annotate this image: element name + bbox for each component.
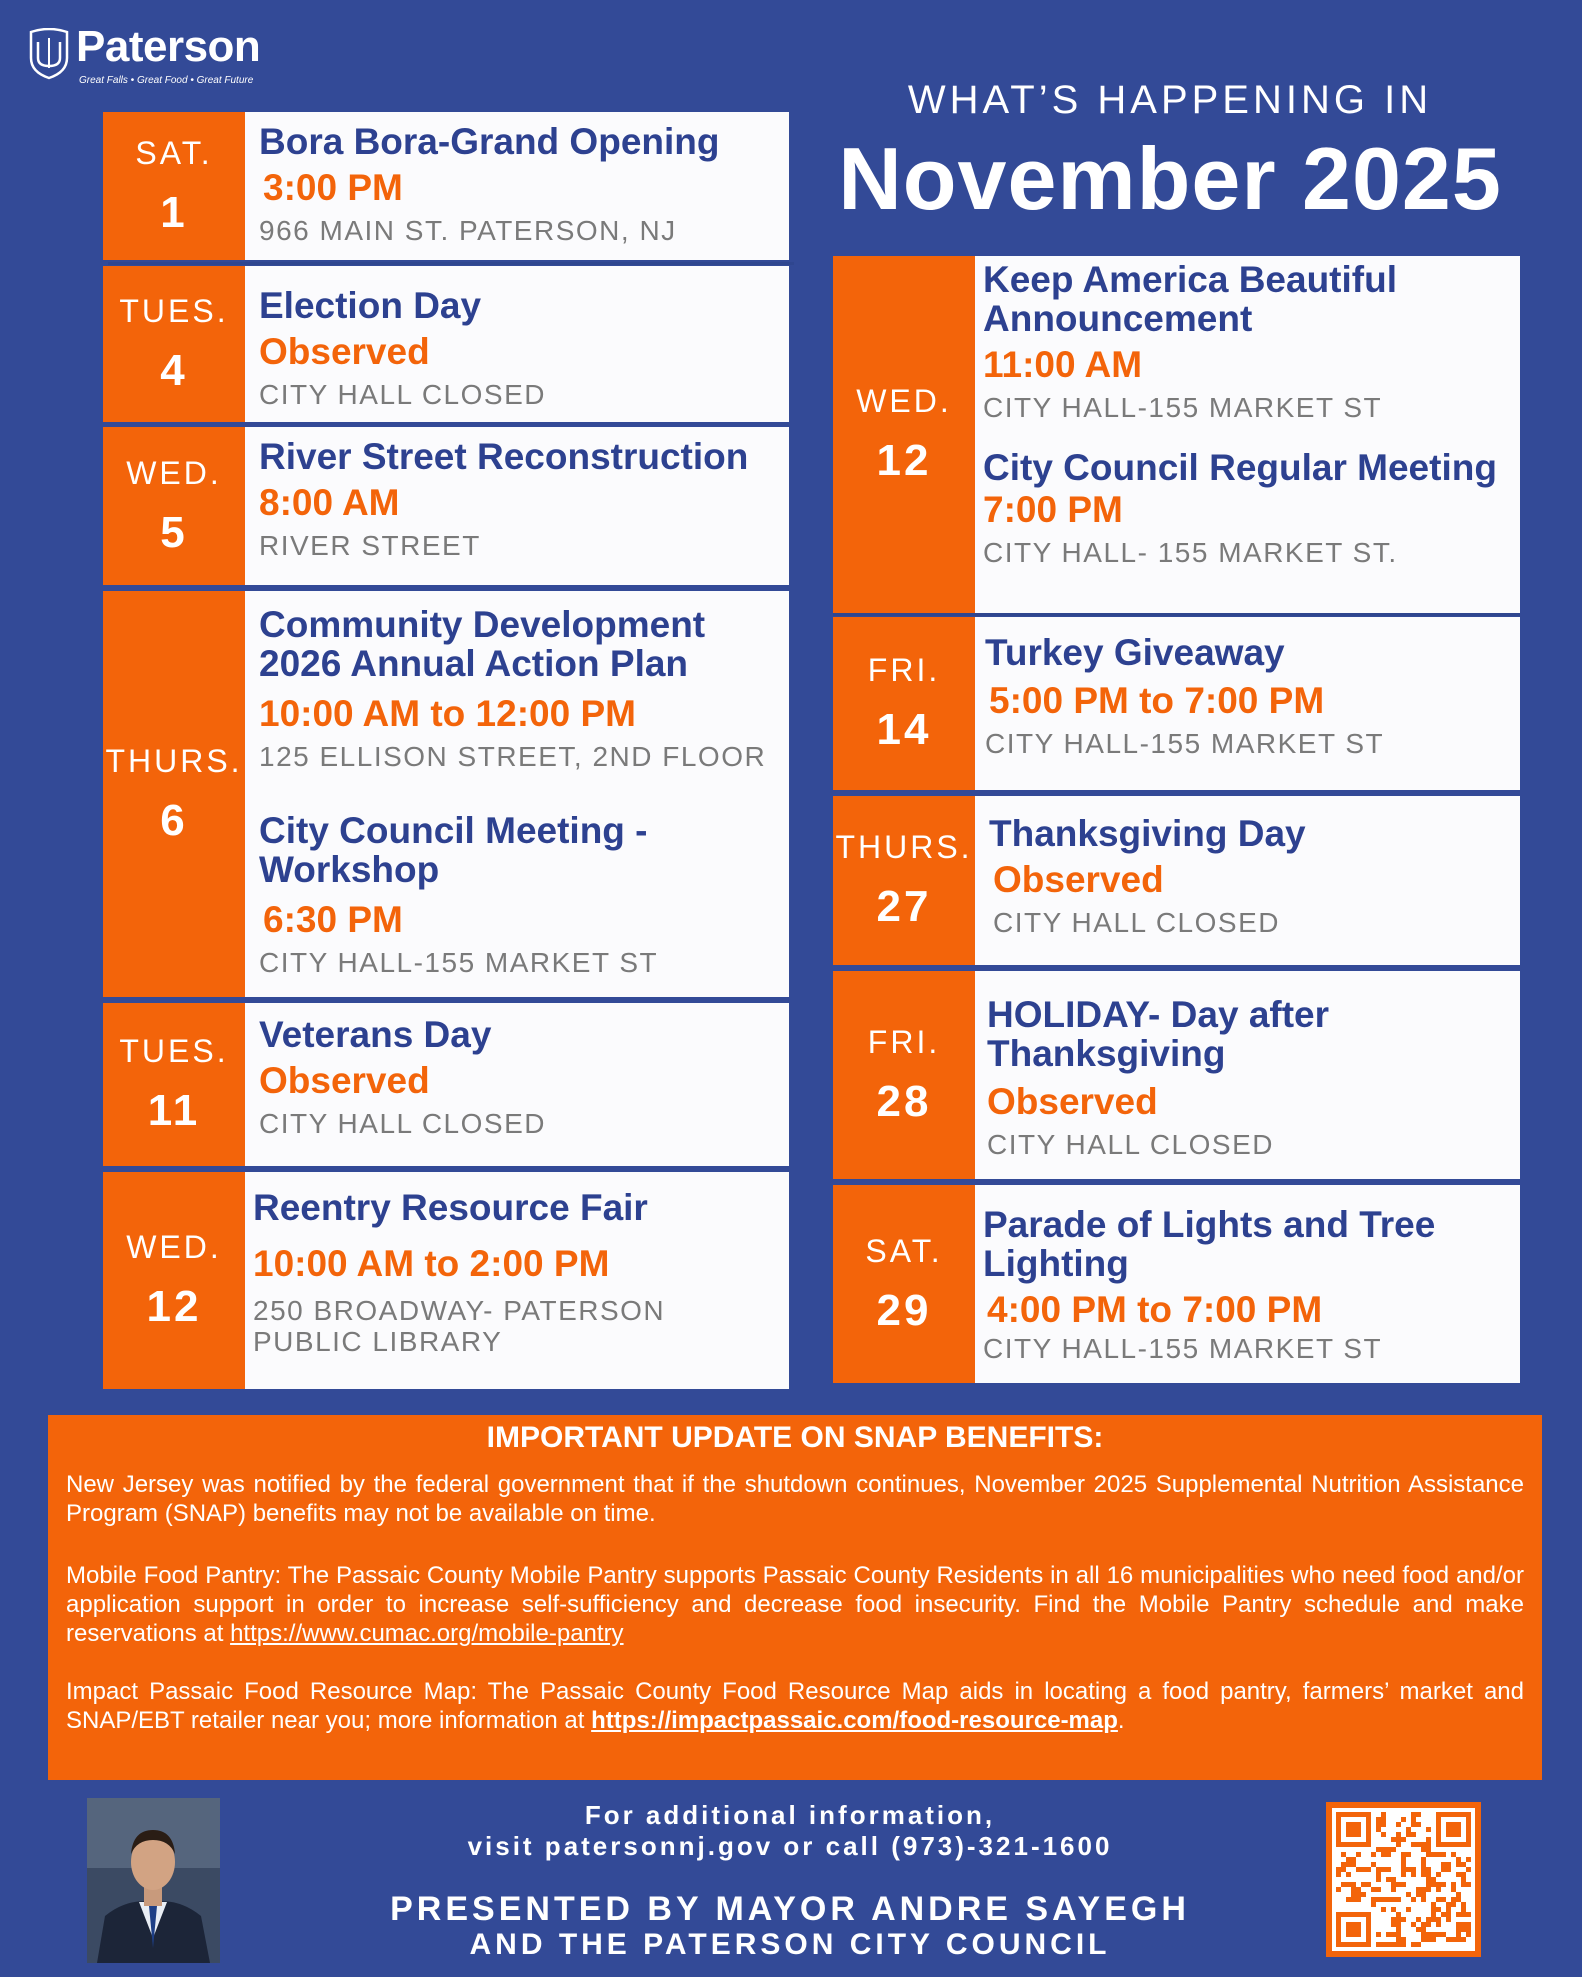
day-name: WED. — [126, 454, 222, 491]
snap-paragraph: New Jersey was notified by the federal government that if the shutdown continues, November 2025 Supplemental Nutrition Assistance Program (SNAP) benefits may not be available on time. — [66, 1471, 1524, 1527]
snap-text: Mobile Food Pantry: The Passaic County Mobile Pantry supports Passaic County Residents in all 16 municipalities who need food and/or application support in order to increase self-sufficiency and decrease food insecurity. Find the Mobile Pantry schedule and make reservations at — [66, 1562, 1524, 1647]
event-location: CITY HALL CLOSED — [987, 1129, 1274, 1160]
event-block — [103, 112, 789, 260]
event-location: CITY HALL- 155 MARKET ST. — [983, 537, 1398, 568]
date-box — [833, 796, 975, 965]
event-location: CITY HALL CLOSED — [259, 1108, 546, 1139]
day-number: 4 — [160, 345, 188, 395]
date-box — [103, 266, 245, 422]
event-item — [259, 811, 783, 978]
header-subtitle: WHAT’S HAPPENING IN — [907, 78, 1433, 122]
day-name: WED. — [856, 383, 952, 419]
date-box — [103, 112, 245, 260]
event-time: 10:00 AM to 12:00 PM — [259, 693, 636, 734]
logo-tagline: Great Falls • Great Food • Great Future — [79, 75, 254, 86]
event-title: City Council Meeting - Workshop — [259, 810, 648, 890]
snap-notice — [48, 1415, 1542, 1780]
snap-title: IMPORTANT UPDATE ON SNAP BENEFITS: — [486, 1421, 1104, 1454]
event-item — [259, 1015, 783, 1139]
info-line: For additional information, — [584, 1800, 996, 1830]
day-number: 6 — [160, 795, 188, 845]
event-location: CITY HALL CLOSED — [993, 907, 1280, 938]
event-location: 250 BROADWAY- PATERSON PUBLIC LIBRARY — [253, 1295, 666, 1357]
event-location: CITY HALL-155 MARKET ST — [983, 392, 1383, 423]
date-box — [833, 617, 975, 790]
date-box — [103, 1003, 245, 1166]
day-number: 5 — [160, 507, 188, 557]
event-block — [833, 256, 1520, 613]
event-item — [983, 1205, 1514, 1364]
mayor-portrait — [87, 1798, 220, 1963]
day-number: 12 — [876, 436, 932, 485]
event-item — [259, 437, 783, 561]
mobile-pantry-link[interactable]: https://www.cumac.org/mobile-pantry — [230, 1620, 624, 1647]
event-item — [983, 448, 1514, 568]
day-name: FRI. — [867, 1023, 941, 1060]
event-block — [833, 971, 1520, 1179]
event-item — [259, 605, 783, 772]
snap-text: Impact Passaic Food Resource Map: The Passaic County Food Resource Map aids in locating a food pantry, farmers’ market and SNAP/EBT retailer near you; more information at — [66, 1678, 1524, 1734]
event-location: CITY HALL-155 MARKET ST — [985, 728, 1385, 759]
day-name: FRI. — [867, 652, 941, 688]
city-shield-icon — [28, 28, 70, 80]
event-time: 11:00 AM — [983, 344, 1143, 385]
header-title: November 2025 — [838, 129, 1502, 228]
day-number: 29 — [876, 1285, 932, 1335]
info-line: visit patersonnj.gov or call (973)-321-1600 — [467, 1831, 1113, 1861]
event-block — [833, 1185, 1520, 1383]
event-location: 966 MAIN ST. PATERSON, NJ — [259, 215, 677, 246]
event-location: CITY HALL-155 MARKET ST — [259, 947, 659, 978]
event-location: CITY HALL CLOSED — [259, 379, 546, 410]
event-block — [103, 591, 789, 997]
event-title: Veterans Day — [259, 1014, 492, 1055]
event-title: Bora Bora-Grand Opening — [259, 121, 720, 162]
event-location: CITY HALL-155 MARKET ST — [983, 1333, 1383, 1364]
day-number: 27 — [876, 882, 932, 931]
event-title: Reentry Resource Fair — [253, 1187, 648, 1228]
event-item — [983, 260, 1514, 423]
event-time: 4:00 PM to 7:00 PM — [987, 1289, 1323, 1330]
event-item — [985, 633, 1514, 759]
event-item — [259, 122, 783, 246]
event-item — [253, 1188, 783, 1357]
event-time: 10:00 AM to 2:00 PM — [253, 1243, 610, 1284]
event-item — [259, 286, 783, 410]
divider — [833, 613, 1520, 616]
event-time: Observed — [259, 1060, 430, 1101]
snap-paragraph — [66, 1677, 1524, 1735]
event-item — [987, 995, 1514, 1160]
qr-code-icon — [1326, 1802, 1481, 1957]
date-box — [833, 1185, 975, 1383]
event-location: 125 ELLISON STREET, 2ND FLOOR — [259, 741, 767, 772]
paterson-logo — [26, 22, 306, 92]
day-number: 28 — [876, 1076, 932, 1126]
event-block — [833, 617, 1520, 790]
day-number: 11 — [147, 1086, 201, 1135]
day-name: WED. — [126, 1229, 222, 1265]
day-name: THURS. — [105, 742, 243, 779]
food-resource-map-link[interactable]: https://impactpassaic.com/food-resource-map — [591, 1707, 1118, 1734]
event-time: 3:00 PM — [263, 167, 403, 208]
event-block — [103, 1003, 789, 1166]
date-box — [103, 427, 245, 585]
event-time: 8:00 AM — [259, 482, 400, 523]
date-box — [103, 1172, 245, 1389]
presented-by: AND THE PATERSON CITY COUNCIL — [469, 1928, 1111, 1961]
event-block — [103, 1172, 789, 1389]
day-number: 12 — [146, 1282, 202, 1331]
snap-paragraph — [66, 1561, 1524, 1648]
date-box — [103, 591, 245, 997]
day-number: 1 — [160, 187, 188, 237]
day-name: SAT. — [135, 134, 213, 171]
day-name: SAT. — [865, 1232, 943, 1269]
snap-text: . — [1117, 1707, 1125, 1734]
event-time: 6:30 PM — [263, 899, 403, 940]
event-block — [103, 427, 789, 585]
qr-code[interactable] — [1326, 1802, 1481, 1957]
logo-wordmark: Paterson — [76, 22, 261, 71]
date-box — [833, 971, 975, 1179]
event-title: Thanksgiving Day — [989, 813, 1306, 854]
divider — [108, 262, 794, 265]
event-title: Election Day — [259, 285, 482, 326]
event-time: 5:00 PM to 7:00 PM — [989, 680, 1325, 721]
presented-by: PRESENTED BY MAYOR ANDRE SAYEGH — [390, 1890, 1190, 1928]
event-block — [833, 796, 1520, 965]
day-name: THURS. — [835, 829, 973, 865]
day-number: 14 — [876, 705, 932, 754]
event-title: City Council Regular Meeting — [983, 447, 1497, 488]
event-title: Keep America Beautiful Announcement — [983, 259, 1397, 339]
day-name: TUES. — [119, 1033, 229, 1069]
date-box — [833, 256, 975, 613]
event-time: Observed — [993, 859, 1164, 900]
event-title: HOLIDAY- Day after Thanksgiving — [987, 994, 1330, 1074]
day-name: TUES. — [119, 292, 229, 329]
event-title: Community Development 2026 Annual Action Plan — [259, 604, 706, 684]
event-time: 7:00 PM — [983, 489, 1123, 530]
event-time: Observed — [987, 1081, 1158, 1122]
event-item — [989, 814, 1514, 938]
event-title: Parade of Lights and Tree Lighting — [983, 1204, 1436, 1284]
event-title: River Street Reconstruction — [259, 436, 749, 477]
event-location: RIVER STREET — [259, 530, 481, 561]
event-block — [103, 266, 789, 422]
event-time: Observed — [259, 331, 430, 372]
event-title: Turkey Giveaway — [985, 632, 1285, 673]
